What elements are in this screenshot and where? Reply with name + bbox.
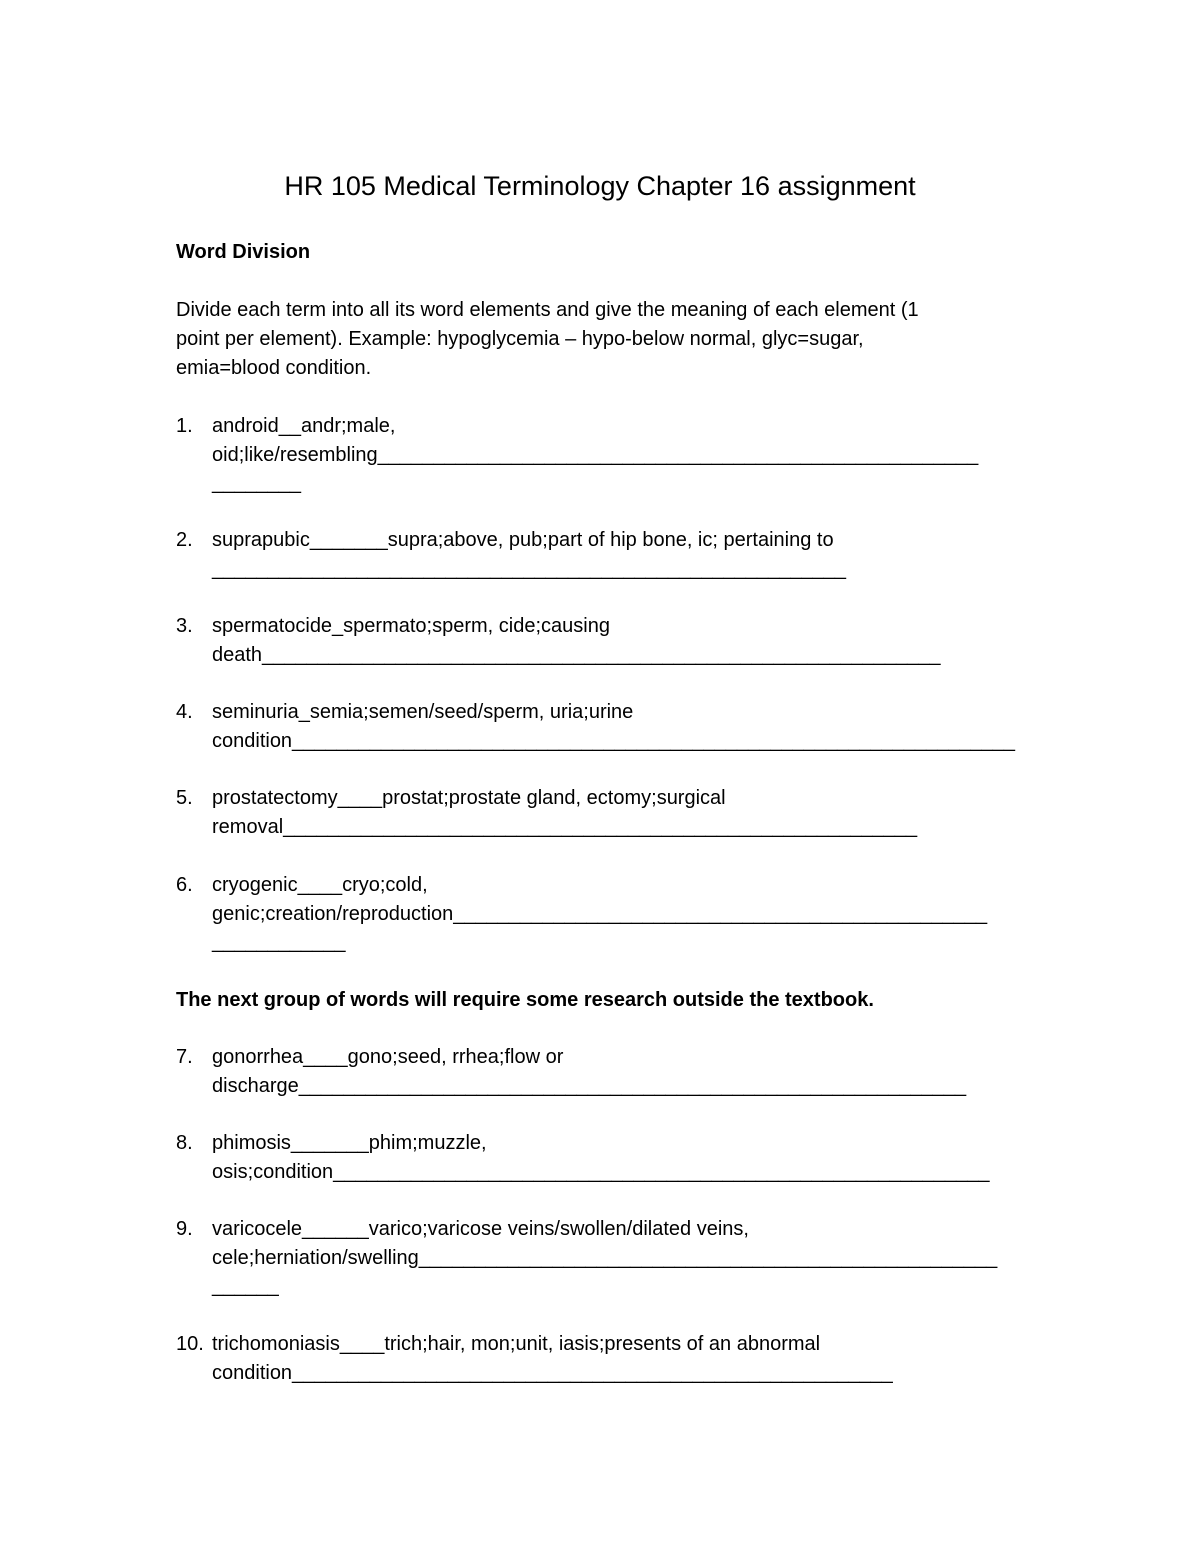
item-line: condition______________________________________________________: [212, 1361, 893, 1384]
list-item-4: [176, 698, 1015, 755]
item-line: prostatectomy____prostat;prostate gland, ectomy;surgical: [212, 787, 726, 809]
item-line: spermatocide_spermato;sperm, cide;causing: [212, 615, 610, 637]
item-body: [212, 612, 941, 669]
item-number: 2.: [176, 529, 193, 551]
item-body: [212, 412, 978, 498]
item-line: ____________: [212, 931, 346, 953]
item-line: gonorrhea____gono;seed, rrhea;flow or: [212, 1046, 564, 1068]
item-body: [212, 784, 917, 841]
item-body: [212, 1129, 989, 1186]
item-line: cele;herniation/swelling____________________________________________________: [212, 1246, 998, 1269]
list-item-6: [176, 871, 987, 957]
document-title: HR 105 Medical Terminology Chapter 16 assignment: [284, 171, 916, 201]
item-body: [212, 871, 987, 957]
item-number: 10.: [176, 1333, 204, 1355]
list-item-5: [176, 784, 917, 841]
research-note: The next group of words will require some research outside the textbook.: [176, 989, 874, 1011]
item-number: 7.: [176, 1046, 193, 1068]
item-number: 9.: [176, 1218, 193, 1240]
list-item-10: [176, 1330, 893, 1387]
list-item-9: [176, 1215, 997, 1301]
instructions-line: emia=blood condition.: [176, 357, 372, 379]
item-line: varicocele______varico;varicose veins/swollen/dilated veins,: [212, 1218, 749, 1240]
item-line: genic;creation/reproduction________________________________________________: [212, 902, 988, 925]
item-line: oid;like/resembling______________________________________________________: [212, 443, 979, 466]
item-line: ________: [212, 472, 301, 494]
list-item-8: [176, 1129, 989, 1186]
item-number: 4.: [176, 701, 193, 723]
item-line: android__andr;male,: [212, 415, 396, 437]
item-line: death_____________________________________________________________: [212, 643, 941, 666]
item-line: seminuria_semia;semen/seed/sperm, uria;urine: [212, 701, 634, 723]
item-line: trichomoniasis____trich;hair, mon;unit, iasis;presents of an abnormal: [212, 1333, 821, 1355]
item-number: 3.: [176, 615, 193, 637]
list-item-7: [176, 1043, 966, 1100]
item-number: 1.: [176, 415, 193, 437]
item-body: [212, 698, 1015, 755]
list-item-3: [176, 612, 941, 669]
item-body: [212, 526, 846, 583]
item-line: cryogenic____cryo;cold,: [212, 874, 428, 896]
instructions-line: point per element). Example: hypoglycemia – hypo-below normal, glyc=sugar,: [176, 328, 864, 350]
list-item-1: [176, 412, 978, 498]
item-line: removal_________________________________________________________: [212, 815, 918, 838]
item-body: [212, 1043, 966, 1100]
instructions-paragraph: [176, 296, 1016, 383]
item-line: phimosis_______phim;muzzle,: [212, 1132, 487, 1154]
item-line: condition_________________________________________________________________: [212, 729, 1016, 752]
item-body: [212, 1215, 997, 1301]
item-line: suprapubic_______supra;above, pub;part of hip bone, ic; pertaining to: [212, 529, 834, 551]
item-number: 6.: [176, 874, 193, 896]
item-line: ______: [212, 1275, 279, 1297]
item-line: osis;condition___________________________________________________________: [212, 1160, 990, 1183]
list-item-2: [176, 526, 846, 583]
item-number: 5.: [176, 787, 193, 809]
section-heading: Word Division: [176, 241, 311, 263]
item-body: [212, 1330, 893, 1387]
instructions-line: Divide each term into all its word elements and give the meaning of each element (1: [176, 299, 919, 321]
item-number: 8.: [176, 1132, 193, 1154]
item-line: _________________________________________________________: [212, 557, 847, 580]
item-line: discharge____________________________________________________________: [212, 1074, 967, 1097]
